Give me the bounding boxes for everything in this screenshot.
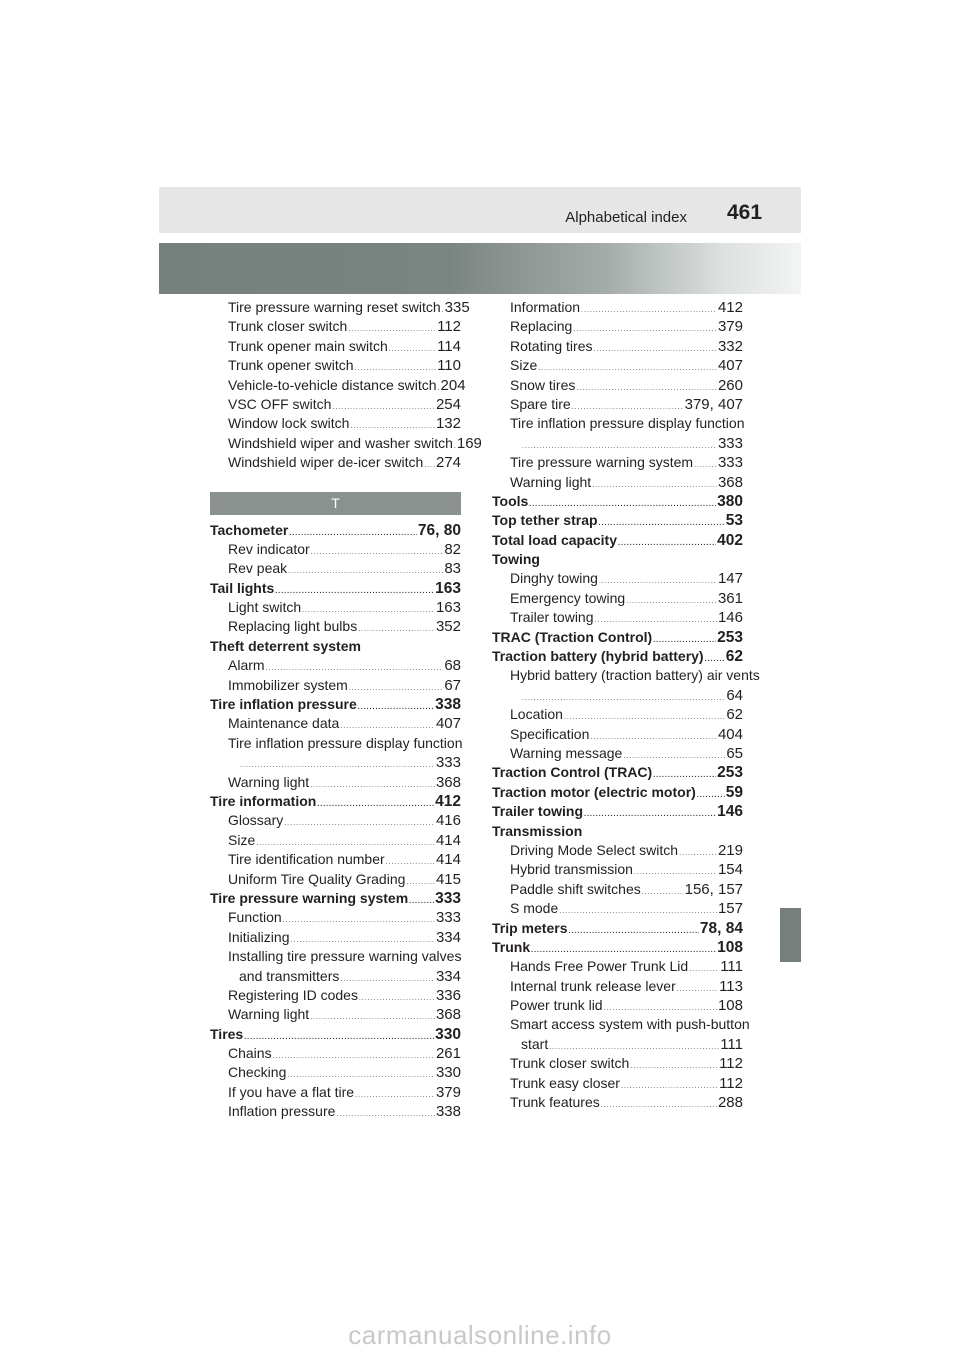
index-entry (492, 395, 743, 414)
entry-page: 414 (435, 831, 461, 849)
entry-label: Trunk opener switch (228, 357, 354, 374)
entry-page: 163 (435, 599, 461, 617)
dot-leader (621, 1077, 718, 1096)
entry-page: 288 (717, 1094, 743, 1112)
entry-page: 414 (435, 851, 461, 869)
index-entry (492, 957, 743, 976)
index-heading: Towing (492, 551, 540, 568)
entry-label: and transmitters (239, 967, 340, 984)
index-entry (210, 317, 461, 336)
entry-label: Maintenance data (228, 715, 340, 732)
entry-label: Specification (510, 725, 590, 742)
entry-page: 157 (717, 900, 743, 918)
entry-page: 261 (435, 1045, 461, 1063)
entry-page: 114 (437, 337, 461, 355)
index-entry (492, 531, 743, 550)
index-group-t (210, 521, 461, 1122)
entry-page: 379 (435, 1083, 461, 1101)
dot-leader (389, 340, 436, 359)
index-entry (492, 919, 743, 938)
index-entry (492, 744, 743, 763)
entry-label: If you have a flat tire (228, 1083, 355, 1100)
index-entry (492, 996, 743, 1015)
index-entry (210, 676, 461, 695)
index-entry (492, 938, 743, 957)
index-entry (210, 579, 461, 598)
entry-label: Hands Free Power Trunk Lid (510, 958, 689, 975)
index-entry (492, 356, 743, 375)
entry-page: 113 (719, 977, 743, 995)
entry-page: 169 (456, 434, 482, 452)
dot-leader (311, 543, 444, 562)
entry-page: 416 (435, 812, 461, 830)
entry-label: Rotating tires (510, 337, 593, 354)
index-entry (210, 714, 461, 733)
index-entry (210, 928, 461, 947)
entry-label: Warning light (228, 773, 310, 790)
index-subentry-label: Hybrid battery (traction battery) air vents (510, 667, 760, 684)
index-column-left (210, 298, 482, 1122)
section-header-t: T (210, 492, 461, 515)
entry-label: Trunk easy closer (510, 1074, 620, 1091)
header-title: Alphabetical index (565, 209, 687, 226)
dot-leader (626, 592, 717, 611)
index-entry (210, 831, 461, 850)
entry-page: 334 (435, 967, 461, 985)
dot-leader (424, 456, 435, 475)
entry-label: Paddle shift switches (510, 880, 641, 897)
entry-page: 132 (435, 415, 461, 433)
entry-label: Top tether strap (492, 512, 598, 529)
entry-page: 64 (726, 686, 743, 704)
dot-leader (288, 562, 443, 581)
index-entry (492, 589, 743, 608)
entry-page: 412 (435, 792, 461, 810)
index-entry (210, 414, 461, 433)
index-entry (210, 908, 461, 927)
entry-page: 407 (435, 715, 461, 733)
entry-page: 330 (435, 1064, 461, 1082)
entry-label: Rev indicator (228, 540, 310, 557)
index-entry (492, 569, 743, 588)
entry-page: 368 (435, 773, 461, 791)
index-group-t-continued (492, 298, 760, 1112)
entry-page: 253 (717, 628, 743, 646)
entry-label: Windshield wiper and washer switch (228, 434, 453, 451)
entry-label: Chains (228, 1045, 272, 1062)
entry-label: Tools (492, 492, 529, 509)
entry-label: Tires (210, 1025, 244, 1042)
entry-page: 336 (435, 986, 461, 1004)
index-entry (210, 337, 461, 356)
index-entry (210, 889, 461, 908)
entry-page: 332 (717, 337, 743, 355)
index-entry (492, 511, 743, 530)
index-entry (492, 608, 743, 627)
entry-label: Trunk features (510, 1094, 600, 1111)
entry-page: 112 (719, 1055, 743, 1073)
index-entry (492, 298, 743, 317)
entry-page: 412 (717, 299, 743, 316)
index-entry (210, 1005, 461, 1024)
index-subentry-label: Tire inflation pressure display function (510, 415, 745, 432)
entry-page: 62 (726, 706, 743, 724)
dot-leader (593, 340, 716, 359)
entry-label: Traction Control (TRAC) (492, 764, 653, 781)
index-entry (492, 725, 743, 744)
entry-label: Inflation pressure (228, 1103, 336, 1120)
entry-page: 146 (717, 609, 743, 627)
index-entry (492, 647, 743, 666)
entry-page: 108 (717, 938, 743, 956)
dot-leader (584, 805, 716, 824)
entry-page: 380 (717, 492, 743, 510)
entry-label: Internal trunk release lever (510, 977, 676, 994)
index-entry (210, 656, 461, 675)
index-heading: Transmission (492, 822, 583, 839)
entry-label: Checking (228, 1064, 287, 1081)
entry-label: Trailer towing (492, 803, 584, 820)
dot-leader (310, 776, 435, 795)
dot-leader (273, 1047, 435, 1066)
index-entry (492, 899, 743, 918)
index-entry (210, 1102, 461, 1121)
index-entry (210, 395, 461, 414)
entry-label: Location (510, 706, 563, 723)
entry-page: 146 (717, 803, 743, 821)
dot-leader (358, 620, 435, 639)
entry-page: 108 (717, 997, 743, 1015)
entry-label: Registering ID codes (228, 986, 358, 1003)
entry-label: Glossary (228, 812, 284, 829)
entry-page: 260 (717, 376, 743, 394)
dot-leader (284, 814, 435, 833)
entry-label: S mode (510, 900, 559, 917)
entry-page: 379, 407 (684, 395, 743, 413)
entry-label: Warning light (228, 1006, 310, 1023)
entry-label: Alarm (228, 657, 265, 674)
entry-label: Trunk closer switch (510, 1055, 630, 1072)
entry-label: Function (228, 909, 282, 926)
entry-label: Tachometer (210, 521, 289, 538)
dot-leader (599, 514, 725, 533)
index-entry (210, 870, 461, 889)
index-entry (492, 317, 743, 336)
entry-page: 379 (717, 318, 743, 336)
entry-label: Size (510, 357, 538, 374)
index-entry (210, 598, 461, 617)
dot-leader (310, 1008, 435, 1027)
entry-label: Warning message (510, 744, 623, 761)
entry-label: Power trunk lid (510, 997, 603, 1014)
entry-page: 253 (717, 764, 743, 782)
index-entry (210, 1044, 461, 1063)
entry-label: Size (228, 831, 256, 848)
index-entry (492, 337, 743, 356)
index-entry (210, 850, 461, 869)
index-entry (492, 763, 743, 782)
index-entry (210, 356, 461, 375)
entry-page: 330 (435, 1025, 461, 1043)
entry-page: 368 (717, 473, 743, 491)
entry-label: VSC OFF switch (228, 395, 332, 412)
entry-label: Trunk opener main switch (228, 337, 388, 354)
dot-leader (630, 1057, 718, 1076)
dot-leader (336, 1105, 435, 1124)
page-number: 461 (727, 201, 763, 224)
index-entry (492, 841, 743, 860)
index-entry (492, 492, 743, 511)
entry-label: Replacing light bulbs (228, 618, 358, 635)
entry-page: 62 (725, 648, 743, 666)
index-entry (210, 521, 461, 540)
index-entry (210, 811, 461, 830)
index-subentry-label: Installing tire pressure warning valves (228, 948, 462, 965)
entry-page: 402 (717, 531, 743, 549)
entry-page: 274 (435, 454, 461, 472)
entry-label: start (521, 1035, 549, 1052)
entry-label: Tail lights (210, 579, 275, 596)
index-entry (492, 802, 743, 821)
entry-label: Driving Mode Select switch (510, 841, 679, 858)
entry-page: 361 (717, 589, 743, 607)
entry-label: Vehicle-to-vehicle distance switch (228, 376, 437, 393)
index-subentry-label: Smart access system with push-button (510, 1016, 750, 1033)
entry-label: Immobilizer system (228, 676, 348, 693)
watermark: carmanualsonline.info (348, 1320, 612, 1350)
entry-label: Window lock switch (228, 415, 350, 432)
entry-label: Snow tires (510, 376, 576, 393)
entry-page: 154 (717, 861, 743, 879)
entry-page: 111 (720, 958, 743, 976)
index-entry (210, 1025, 461, 1044)
dot-leader (677, 980, 718, 999)
entry-label: Initializing (228, 928, 290, 945)
entry-page: 110 (437, 357, 461, 375)
entry-label: Total load capacity (492, 531, 617, 548)
dot-leader (349, 679, 444, 698)
entry-label: Windshield wiper de-icer switch (228, 454, 424, 471)
dot-leader (642, 883, 684, 902)
index-entry (210, 376, 466, 395)
dot-leader (355, 1086, 435, 1105)
entry-label: TRAC (Traction Control) (492, 628, 653, 645)
entry-label: Replacing (510, 318, 573, 335)
index-entry (210, 559, 461, 578)
dot-leader (409, 892, 434, 911)
index-entry (492, 1035, 743, 1054)
index-entry (210, 986, 461, 1005)
entry-label: Information (510, 299, 581, 315)
entry-label: Trip meters (492, 919, 568, 936)
chapter-side-tab (780, 908, 801, 962)
dot-leader (359, 989, 435, 1008)
entry-page: 333 (717, 454, 743, 472)
dot-leader (581, 301, 717, 320)
entry-page: 156, 157 (684, 880, 743, 898)
index-entry (492, 1093, 743, 1112)
entry-label: Traction battery (hybrid battery) (492, 648, 704, 665)
entry-page: 352 (435, 618, 461, 636)
index-entry (492, 376, 743, 395)
dot-leader (406, 873, 435, 892)
index-entry (210, 1063, 461, 1082)
entry-label: Trunk closer switch (228, 318, 348, 335)
entry-page: 368 (435, 1006, 461, 1024)
entry-label: Dinghy towing (510, 570, 598, 587)
entry-label: Tire pressure warning system (210, 889, 409, 906)
entry-label: Uniform Tire Quality Grading (228, 870, 406, 887)
entry-label: Warning light (510, 473, 592, 490)
entry-page: 338 (435, 1103, 461, 1121)
page-header (159, 187, 801, 233)
entry-label: Tire pressure warning reset switch (228, 299, 441, 315)
entry-page: 219 (717, 841, 743, 859)
entry-page: 78, 84 (699, 919, 743, 937)
entry-page: 67 (444, 676, 461, 694)
entry-page: 407 (717, 357, 743, 375)
index-entry (210, 792, 461, 811)
entry-page: 333 (435, 909, 461, 927)
entry-page: 65 (726, 744, 743, 762)
index-entry (210, 617, 461, 636)
entry-page: 163 (435, 579, 461, 597)
entry-page: 204 (440, 376, 466, 394)
entry-page: 415 (435, 870, 461, 888)
dot-leader (689, 960, 719, 979)
dot-leader (559, 902, 717, 921)
index-subentry-cont (492, 686, 743, 705)
entry-label: Hybrid transmission (510, 861, 633, 878)
entry-label: Rev peak (228, 560, 288, 577)
entry-page: 68 (444, 657, 461, 675)
index-subentry-label: Tire inflation pressure display function (228, 734, 463, 751)
index-entry (210, 434, 482, 453)
index-entry (492, 705, 743, 724)
dot-leader (283, 911, 435, 930)
entry-page: 82 (444, 540, 461, 558)
entry-label: Tire identification number (228, 851, 385, 868)
index-entry (210, 967, 461, 986)
index-entry (210, 298, 470, 317)
index-entry (492, 453, 743, 472)
index-entry (492, 628, 743, 647)
dot-leader (244, 1028, 434, 1047)
entry-page: 53 (725, 512, 743, 530)
index-subentry-cont (492, 434, 743, 453)
entry-label: Tire pressure warning system (510, 454, 694, 471)
dot-leader (694, 456, 717, 475)
entry-page: 112 (719, 1074, 743, 1092)
dot-leader (592, 476, 717, 495)
entry-label: Tire inflation pressure (210, 696, 357, 713)
entry-page: 333 (717, 434, 743, 452)
index-entry (492, 977, 743, 996)
entry-page: 338 (435, 696, 461, 714)
index-heading: Theft deterrent system (210, 637, 361, 654)
dot-leader (568, 922, 698, 941)
dot-leader (618, 534, 716, 553)
index-entry (492, 783, 743, 802)
entry-label: Emergency towing (510, 589, 626, 606)
index-group-switches-continued (210, 298, 482, 473)
entry-page: 335 (444, 299, 470, 316)
entry-page: 334 (435, 928, 461, 946)
index-entry (210, 453, 461, 472)
index-entry (210, 540, 461, 559)
entry-page: 76, 80 (417, 521, 461, 539)
dot-leader (573, 320, 717, 339)
dot-leader (679, 844, 717, 863)
index-entry (492, 473, 743, 492)
dot-leader (358, 698, 434, 717)
entry-page: 83 (444, 560, 461, 578)
entry-label: Tire information (210, 792, 317, 809)
dot-leader (317, 795, 434, 814)
dot-leader (601, 1096, 717, 1115)
index-entry (492, 1074, 743, 1093)
entry-page: 254 (435, 395, 461, 413)
entry-label: Trunk (492, 938, 531, 955)
index-column-right (492, 298, 760, 1112)
entry-label: Spare tire (510, 395, 571, 412)
entry-label: Trailer towing (510, 609, 594, 626)
header-gradient-band (159, 243, 801, 294)
entry-page: 59 (725, 783, 743, 801)
entry-label: Light switch (228, 599, 302, 616)
index-entry (210, 773, 461, 792)
entry-page: 147 (717, 570, 743, 588)
index-entry (210, 695, 461, 714)
entry-page: 404 (717, 725, 743, 743)
entry-label: Traction motor (electric motor) (492, 783, 696, 800)
index-subentry-cont (210, 753, 461, 772)
entry-page: 333 (435, 889, 461, 907)
entry-page: 111 (720, 1035, 743, 1053)
index-entry (492, 880, 743, 899)
index-entry (492, 1054, 743, 1073)
entry-page: 112 (437, 318, 461, 336)
index-entry (492, 860, 743, 879)
index-entry (210, 1083, 461, 1102)
entry-page: 333 (435, 754, 461, 772)
